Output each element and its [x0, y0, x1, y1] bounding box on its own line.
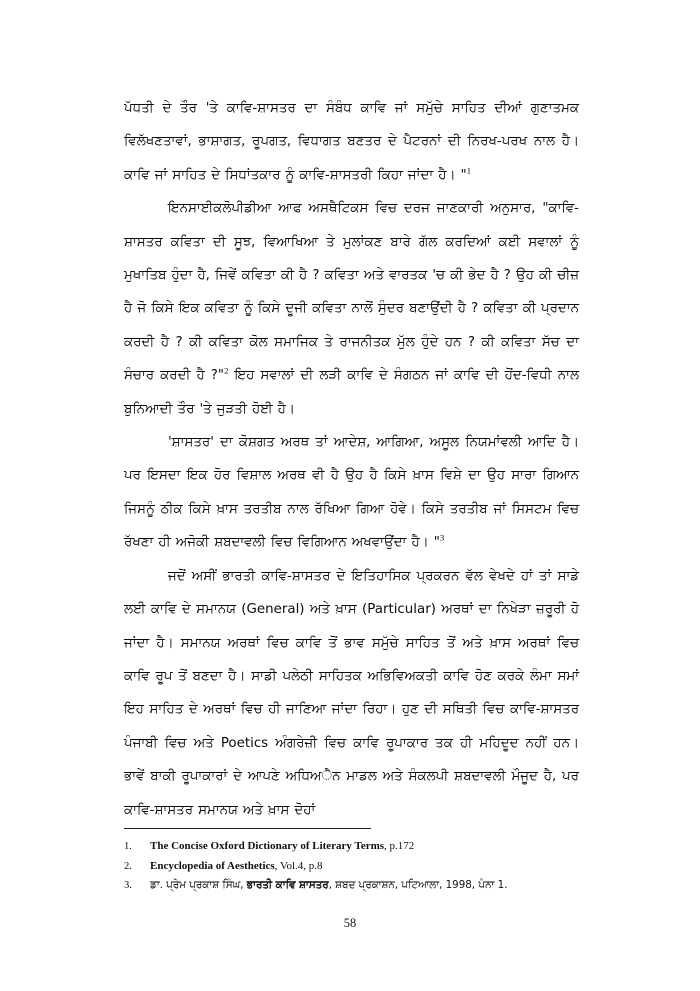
paragraph-1: [124, 92, 579, 192]
footnote-item: [124, 876, 579, 896]
footnote-separator-rule: [124, 828, 371, 829]
footnote-number: 1.: [124, 841, 132, 852]
footnote-title: Encyclopedia of Aesthetics: [150, 859, 275, 872]
footnote-ref-3: 3: [439, 532, 445, 543]
footnote-ref-2: 2: [224, 365, 229, 376]
paragraph-2-tail: ਇਹ ਸਵਾਲਾਂ ਦੀ ਲੜੀ ਕਾਵਿ ਦੇ ਸੰਗਠਨ ਜਾਂ ਕਾਵਿ ਦੀ ਹੋਂਦ-ਵਿਧੀ ਨਾਲ ਬੁਨਿਆਦੀ ਤੌਰ 'ਤੇ ਜੁੜਤੀ ਹੋਈ ਹੈ।: [124, 368, 579, 417]
paragraph-2: [124, 192, 579, 426]
paragraph-4-text: ਜਦੋਂ ਅਸੀਂ ਭਾਰਤੀ ਕਾਵਿ-ਸ਼ਾਸਤਰ ਦੇ ਇਤਿਹਾਸਿਕ ਪ੍ਰਕਰਨ ਵੱਲ ਵੇਖਦੇ ਹਾਂ ਤਾਂ ਸਾਡੇ ਲਈ ਕਾਵਿ ਦੇ ਸਮਾਨਯ (General) ਅਤੇ ਖ਼ਾਸ (Particular) ਅਰਥਾਂ ਦਾ ਨਿਖੇੜਾ ਜ਼ਰੂਰੀ ਹੋ ਜਾਂਦਾ ਹੈ। ਸਮਾਨਯ ਅਰਥਾਂ ਵਿਚ ਕਾਵਿ ਤੋਂ ਭਾਵ ਸਮੁੱਚੇ ਸਾਹਿਤ ਤੋਂ ਅਤੇ ਖ਼ਾਸ ਅਰਥਾਂ ਵਿਚ ਕਾਵਿ ਰੂਪ ਤੋਂ ਬਣਦਾ ਹੈ। ਸਾਡੀ ਪਲੇਠੀ ਸਾਹਿਤਕ ਅਭਿਵਿਅਕਤੀ ਕਾਵਿ ਹੋਣ ਕਰਕੇ ਲੰਮਾ ਸਮਾਂ ਇਹ ਸਾਹਿਤ ਦੇ ਅਰਥਾਂ ਵਿਚ ਹੀ ਜਾਣਿਆ ਜਾਂਦਾ ਰਿਹਾ। ਹੁਣ ਦੀ ਸਥਿਤੀ ਵਿਚ ਕਾਵਿ-ਸ਼ਾਸਤਰ ਪੰਜਾਬੀ ਵਿਚ ਅਤੇ Poetics ਅੰਗਰੇਜ਼ੀ ਵਿਚ ਕਾਵਿ ਰੂਪਾਕਾਰ ਤਕ ਹੀ ਮਹਿਦੂਦ ਨਹੀਂ ਹਨ। ਭਾਵੇਂ ਬਾਕੀ ਰੂਪਾਕਾਰਾਂ ਦੇ ਆਪਣੇ ਅਧਿਅੈਨ ਮਾਡਲ ਅਤੇ ਸੰਕਲਪੀ ਸ਼ਬਦਾਵਲੀ ਮੌਜੂਦ ਹੈ, ਪਰ ਕਾਵਿ-ਸ਼ਾਸਤਰ ਸਮਾਨਯ ਅਤੇ ਖ਼ਾਸ ਦੋਹਾਂ: [124, 568, 579, 818]
paragraph-3: [124, 426, 579, 560]
footnote-number: 3.: [124, 880, 132, 892]
footnote-title: ਭਾਰਤੀ ਕਾਵਿ ਸ਼ਾਸਤਰ: [246, 879, 329, 892]
footnote-number: 2.: [124, 860, 132, 872]
body-text-block: [124, 92, 579, 827]
footnote-rest: , ਸ਼ਬਦ ਪ੍ਰਕਾਸ਼ਨ, ਪਟਿਆਲਾ, 1998, ਪੰਨਾ 1.: [328, 879, 508, 892]
footnote-rest: , p.172: [384, 840, 415, 852]
footnote-prefix: ਡਾ. ਪ੍ਰੇਮ ਪ੍ਰਕਾਸ਼ ਸਿੰਘ,: [150, 879, 247, 892]
paragraph-3-text: 'ਸ਼ਾਸਤਰ' ਦਾ ਕੋਸ਼ਗਤ ਅਰਥ ਤਾਂ ਆਦੇਸ਼, ਆਗਿਆ, ਅਸੂਲ ਨਿਯਮਾਂਵਲੀ ਆਦਿ ਹੈ। ਪਰ ਇਸਦਾ ਇਕ ਹੋਰ ਵਿਸ਼ਾਲ ਅਰਥ ਵੀ ਹੈ ਉਹ ਹੈ ਕਿਸੇ ਖ਼ਾਸ ਵਿਸ਼ੇ ਦਾ ਉਹ ਸਾਰਾ ਗਿਆਨ ਜਿਸਨੂੰ ਠੀਕ ਕਿਸੇ ਖ਼ਾਸ ਤਰਤੀਬ ਨਾਲ ਰੱਖਿਆ ਗਿਆ ਹੋਵੇ। ਕਿਸੇ ਤਰਤੀਬ ਜਾਂ ਸਿਸਟਮ ਵਿਚ ਰੱਖਣਾ ਹੀ ਅਜੋਕੀ ਸ਼ਬਦਾਵਲੀ ਵਿਚ ਵਿਗਿਆਨ ਅਖਵਾਉਂਦਾ ਹੈ। ": [124, 435, 579, 551]
footnote-area: [124, 828, 579, 896]
paragraph-2-text: ਇਨਸਾਈਕਲੋਪੀਡੀਆ ਆਫ ਅਸਥੈਟਿਕਸ ਵਿਚ ਦਰਜ ਜਾਣਕਾਰੀ ਅਨੁਸਾਰ, "ਕਾਵਿ-ਸ਼ਾਸਤਰ ਕਵਿਤਾ ਦੀ ਸੂਝ, ਵਿਆਖਿਆ ਤੇ ਮੁਲਾਂਕਣ ਬਾਰੇ ਗੱਲ ਕਰਦਿਆਂ ਕਈ ਸਵਾਲਾਂ ਨੂੰ ਮੁਖਾਤਿਬ ਹੁੰਦਾ ਹੈ, ਜਿਵੇਂ ਕਵਿਤਾ ਕੀ ਹੈ ? ਕਵਿਤਾ ਅਤੇ ਵਾਰਤਕ 'ਚ ਕੀ ਭੇਦ ਹੈ ? ਉਹ ਕੀ ਚੀਜ਼ ਹੈ ਜੋ ਕਿਸੇ ਇਕ ਕਵਿਤਾ ਨੂੰ ਕਿਸੇ ਦੂਜੀ ਕਵਿਤਾ ਨਾਲੋਂ ਸੁੰਦਰ ਬਣਾਉਂਦੀ ਹੈ ? ਕਵਿਤਾ ਕੀ ਪ੍ਰਦਾਨ ਕਰਦੀ ਹੈ ? ਕੀ ਕਵਿਤਾ ਕੋਲ ਸਮਾਜਿਕ ਤੇ ਰਾਜਨੀਤਕ ਮੁੱਲ ਹੁੰਦੇ ਹਨ ? ਕੀ ਕਵਿਤਾ ਸੱਚ ਦਾ ਸੰਚਾਰ ਕਰਦੀ ਹੈ ?": [124, 201, 579, 384]
footnote-item: [124, 857, 579, 877]
page-number: 58: [343, 916, 357, 930]
paragraph-1-text: ਪੱਧਤੀ ਦੇ ਤੌਰ 'ਤੇ ਕਾਵਿ-ਸ਼ਾਸਤਰ ਦਾ ਸੰਬੰਧ ਕਾਵਿ ਜਾਂ ਸਮੁੱਚੇ ਸਾਹਿਤ ਦੀਆਂ ਗੁਣਾਤਮਕ ਵਿਲੱਖਣਤਾਵਾਂ, ਭਾਸ਼ਾਗਤ, ਰੂਪਗਤ, ਵਿਧਾਗਤ ਬਣਤਰ ਦੇ ਪੈਟਰਨਾਂ ਦੀ ਨਿਰਖ-ਪਰਖ ਨਾਲ ਹੈ। ਕਾਵਿ ਜਾਂ ਸਾਹਿਤ ਦੇ ਸਿਧਾਂਤਕਾਰ ਨੂੰ ਕਾਵਿ-ਸ਼ਾਸਤਰੀ ਕਿਹਾ ਜਾਂਦਾ ਹੈ। ": [124, 101, 579, 183]
footnote-text: [150, 857, 579, 876]
footnote-text: [150, 876, 579, 895]
paragraph-4: [124, 560, 579, 827]
footnote-title: The Concise Oxford Dictionary of Literary Terms: [150, 840, 385, 852]
footnote-list: [124, 837, 579, 896]
footnote-item: [124, 837, 579, 857]
footnote-rest: , Vol.4, p.8: [274, 859, 323, 872]
footnote-text: [150, 837, 579, 856]
footnote-ref-1: 1: [466, 165, 471, 176]
